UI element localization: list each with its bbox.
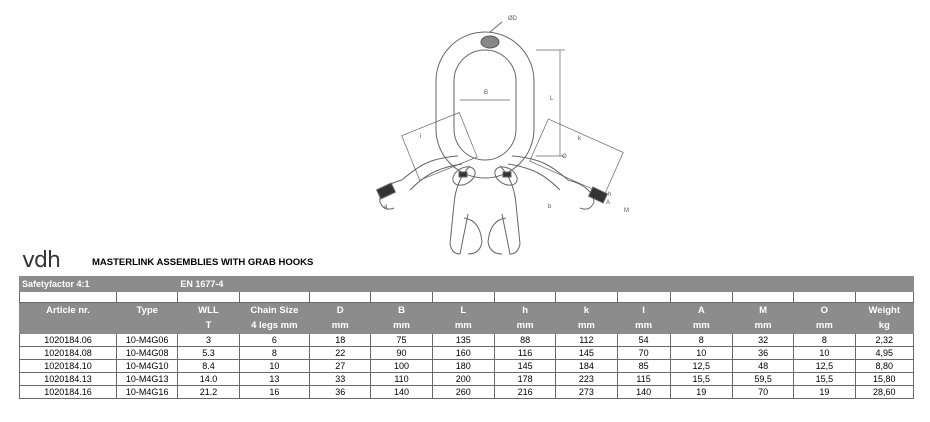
label-i: l bbox=[420, 134, 422, 140]
cell-article-nr: 1020184.10 bbox=[20, 360, 117, 373]
cell-d: 22 bbox=[310, 347, 371, 360]
col-b-header: B bbox=[371, 303, 432, 319]
master-link-outer bbox=[436, 32, 534, 178]
table-row bbox=[20, 386, 914, 399]
header-row-top bbox=[20, 303, 914, 319]
cell-chain-size: 16 bbox=[239, 386, 309, 399]
page-title: MASTERLINK ASSEMBLIES WITH GRAB HOOKS bbox=[92, 257, 314, 268]
cell-k: 145 bbox=[556, 347, 617, 360]
col-weight-unit: kg bbox=[855, 318, 913, 334]
cell-m: 36 bbox=[732, 347, 793, 360]
col-l-small-header: l bbox=[617, 303, 670, 319]
col-m-header: M bbox=[732, 303, 793, 319]
cell-chain-size: 10 bbox=[239, 360, 309, 373]
cell-b: 75 bbox=[371, 334, 432, 347]
cell-wll: 5.3 bbox=[178, 347, 239, 360]
cell-wll: 3 bbox=[178, 334, 239, 347]
cell-weight: 4,95 bbox=[855, 347, 913, 360]
col-d-header: D bbox=[310, 303, 371, 319]
master-link-section bbox=[481, 36, 499, 48]
cell-h: 88 bbox=[494, 334, 555, 347]
col-o-header: O bbox=[794, 303, 855, 319]
label-k: k bbox=[578, 136, 581, 142]
cell-l-small: 140 bbox=[617, 386, 670, 399]
cell-type: 10-M4G16 bbox=[117, 386, 178, 399]
col-d-unit: mm bbox=[310, 318, 371, 334]
cell-type: 10-M4G06 bbox=[117, 334, 178, 347]
label-a: A bbox=[606, 200, 611, 206]
cell-weight: 28,60 bbox=[855, 386, 913, 399]
spec-table bbox=[19, 276, 914, 399]
cell-article-nr: 1020184.06 bbox=[20, 334, 117, 347]
master-link-inner bbox=[454, 50, 516, 160]
col-weight-header: Weight bbox=[855, 303, 913, 319]
cell-weight: 8,80 bbox=[855, 360, 913, 373]
cell-d: 18 bbox=[310, 334, 371, 347]
label-l: L bbox=[550, 96, 554, 102]
cell-o: 15,5 bbox=[794, 373, 855, 386]
assembly-diagram bbox=[360, 6, 660, 264]
cell-weight: 2,32 bbox=[855, 334, 913, 347]
label-od: ØD bbox=[508, 16, 517, 22]
cell-wll: 14.0 bbox=[178, 373, 239, 386]
cell-k: 184 bbox=[556, 360, 617, 373]
label-a-small: a bbox=[384, 204, 388, 210]
col-k-header: k bbox=[556, 303, 617, 319]
cell-b: 140 bbox=[371, 386, 432, 399]
cell-k: 273 bbox=[556, 386, 617, 399]
col-l-header: L bbox=[432, 303, 494, 319]
cell-m: 70 bbox=[732, 386, 793, 399]
label-m: M bbox=[624, 208, 629, 214]
cell-d: 36 bbox=[310, 386, 371, 399]
cell-m: 32 bbox=[732, 334, 793, 347]
cell-o: 19 bbox=[794, 386, 855, 399]
cell-b: 90 bbox=[371, 347, 432, 360]
cell-wll: 8.4 bbox=[178, 360, 239, 373]
cell-h: 216 bbox=[494, 386, 555, 399]
cell-d: 27 bbox=[310, 360, 371, 373]
cell-weight: 15,80 bbox=[855, 373, 913, 386]
cell-wll: 21.2 bbox=[178, 386, 239, 399]
cell-type: 10-M4G13 bbox=[117, 373, 178, 386]
norm-label: EN 1677-4 bbox=[178, 277, 914, 292]
cell-o: 12,5 bbox=[794, 360, 855, 373]
col-a-header: A bbox=[670, 303, 732, 319]
cell-m: 59,5 bbox=[732, 373, 793, 386]
cell-article-nr: 1020184.16 bbox=[20, 386, 117, 399]
cell-chain-size: 13 bbox=[239, 373, 309, 386]
cell-d: 33 bbox=[310, 373, 371, 386]
col-chain-size-header: Chain Size bbox=[239, 303, 309, 319]
col-h-unit: mm bbox=[494, 318, 555, 334]
col-wll-header: WLL bbox=[178, 303, 239, 319]
safety-row bbox=[20, 277, 914, 292]
cell-l-small: 85 bbox=[617, 360, 670, 373]
col-wll-unit: T bbox=[178, 318, 239, 334]
cell-l-small: 54 bbox=[617, 334, 670, 347]
col-h-header: h bbox=[494, 303, 555, 319]
cell-k: 112 bbox=[556, 334, 617, 347]
table-body bbox=[20, 334, 914, 399]
table-row bbox=[20, 360, 914, 373]
label-o: O bbox=[562, 154, 567, 160]
vdh-logo: vdh bbox=[22, 248, 60, 273]
col-type-header: Type bbox=[117, 303, 178, 319]
cell-h: 178 bbox=[494, 373, 555, 386]
col-b-unit: mm bbox=[371, 318, 432, 334]
cell-type: 10-M4G08 bbox=[117, 347, 178, 360]
cell-b: 100 bbox=[371, 360, 432, 373]
cell-l: 135 bbox=[432, 334, 494, 347]
label-b: B bbox=[484, 90, 489, 96]
header-row-units bbox=[20, 318, 914, 334]
cell-o: 8 bbox=[794, 334, 855, 347]
cell-type: 10-M4G10 bbox=[117, 360, 178, 373]
col-l-small-unit: mm bbox=[617, 318, 670, 334]
table-row bbox=[20, 347, 914, 360]
label-b-small: b bbox=[548, 204, 552, 210]
cell-h: 116 bbox=[494, 347, 555, 360]
cell-article-nr: 1020184.08 bbox=[20, 347, 117, 360]
cell-article-nr: 1020184.13 bbox=[20, 373, 117, 386]
cell-m: 48 bbox=[732, 360, 793, 373]
cell-chain-size: 8 bbox=[239, 347, 309, 360]
col-a-unit: mm bbox=[670, 318, 732, 334]
cell-chain-size: 6 bbox=[239, 334, 309, 347]
spacer-row bbox=[20, 292, 914, 303]
col-m-unit: mm bbox=[732, 318, 793, 334]
col-chain-size-unit: 4 legs mm bbox=[239, 318, 309, 334]
cell-l-small: 70 bbox=[617, 347, 670, 360]
col-type-unit bbox=[117, 318, 178, 334]
table-row bbox=[20, 373, 914, 386]
col-o-unit: mm bbox=[794, 318, 855, 334]
col-l-unit: mm bbox=[432, 318, 494, 334]
table-row bbox=[20, 334, 914, 347]
cell-l: 180 bbox=[432, 360, 494, 373]
cell-h: 145 bbox=[494, 360, 555, 373]
col-k-unit: mm bbox=[556, 318, 617, 334]
safety-factor: Safetyfactor 4:1 bbox=[20, 277, 178, 292]
cell-a: 10 bbox=[670, 347, 732, 360]
cell-a: 15,5 bbox=[670, 373, 732, 386]
col-article-header: Article nr. bbox=[20, 303, 117, 319]
col-article-unit bbox=[20, 318, 117, 334]
cell-l: 160 bbox=[432, 347, 494, 360]
cell-l-small: 115 bbox=[617, 373, 670, 386]
cell-k: 223 bbox=[556, 373, 617, 386]
label-h: h bbox=[608, 192, 612, 198]
cell-a: 8 bbox=[670, 334, 732, 347]
cell-l: 260 bbox=[432, 386, 494, 399]
cell-l: 200 bbox=[432, 373, 494, 386]
cell-a: 12,5 bbox=[670, 360, 732, 373]
cell-a: 19 bbox=[670, 386, 732, 399]
cell-b: 110 bbox=[371, 373, 432, 386]
cell-o: 10 bbox=[794, 347, 855, 360]
